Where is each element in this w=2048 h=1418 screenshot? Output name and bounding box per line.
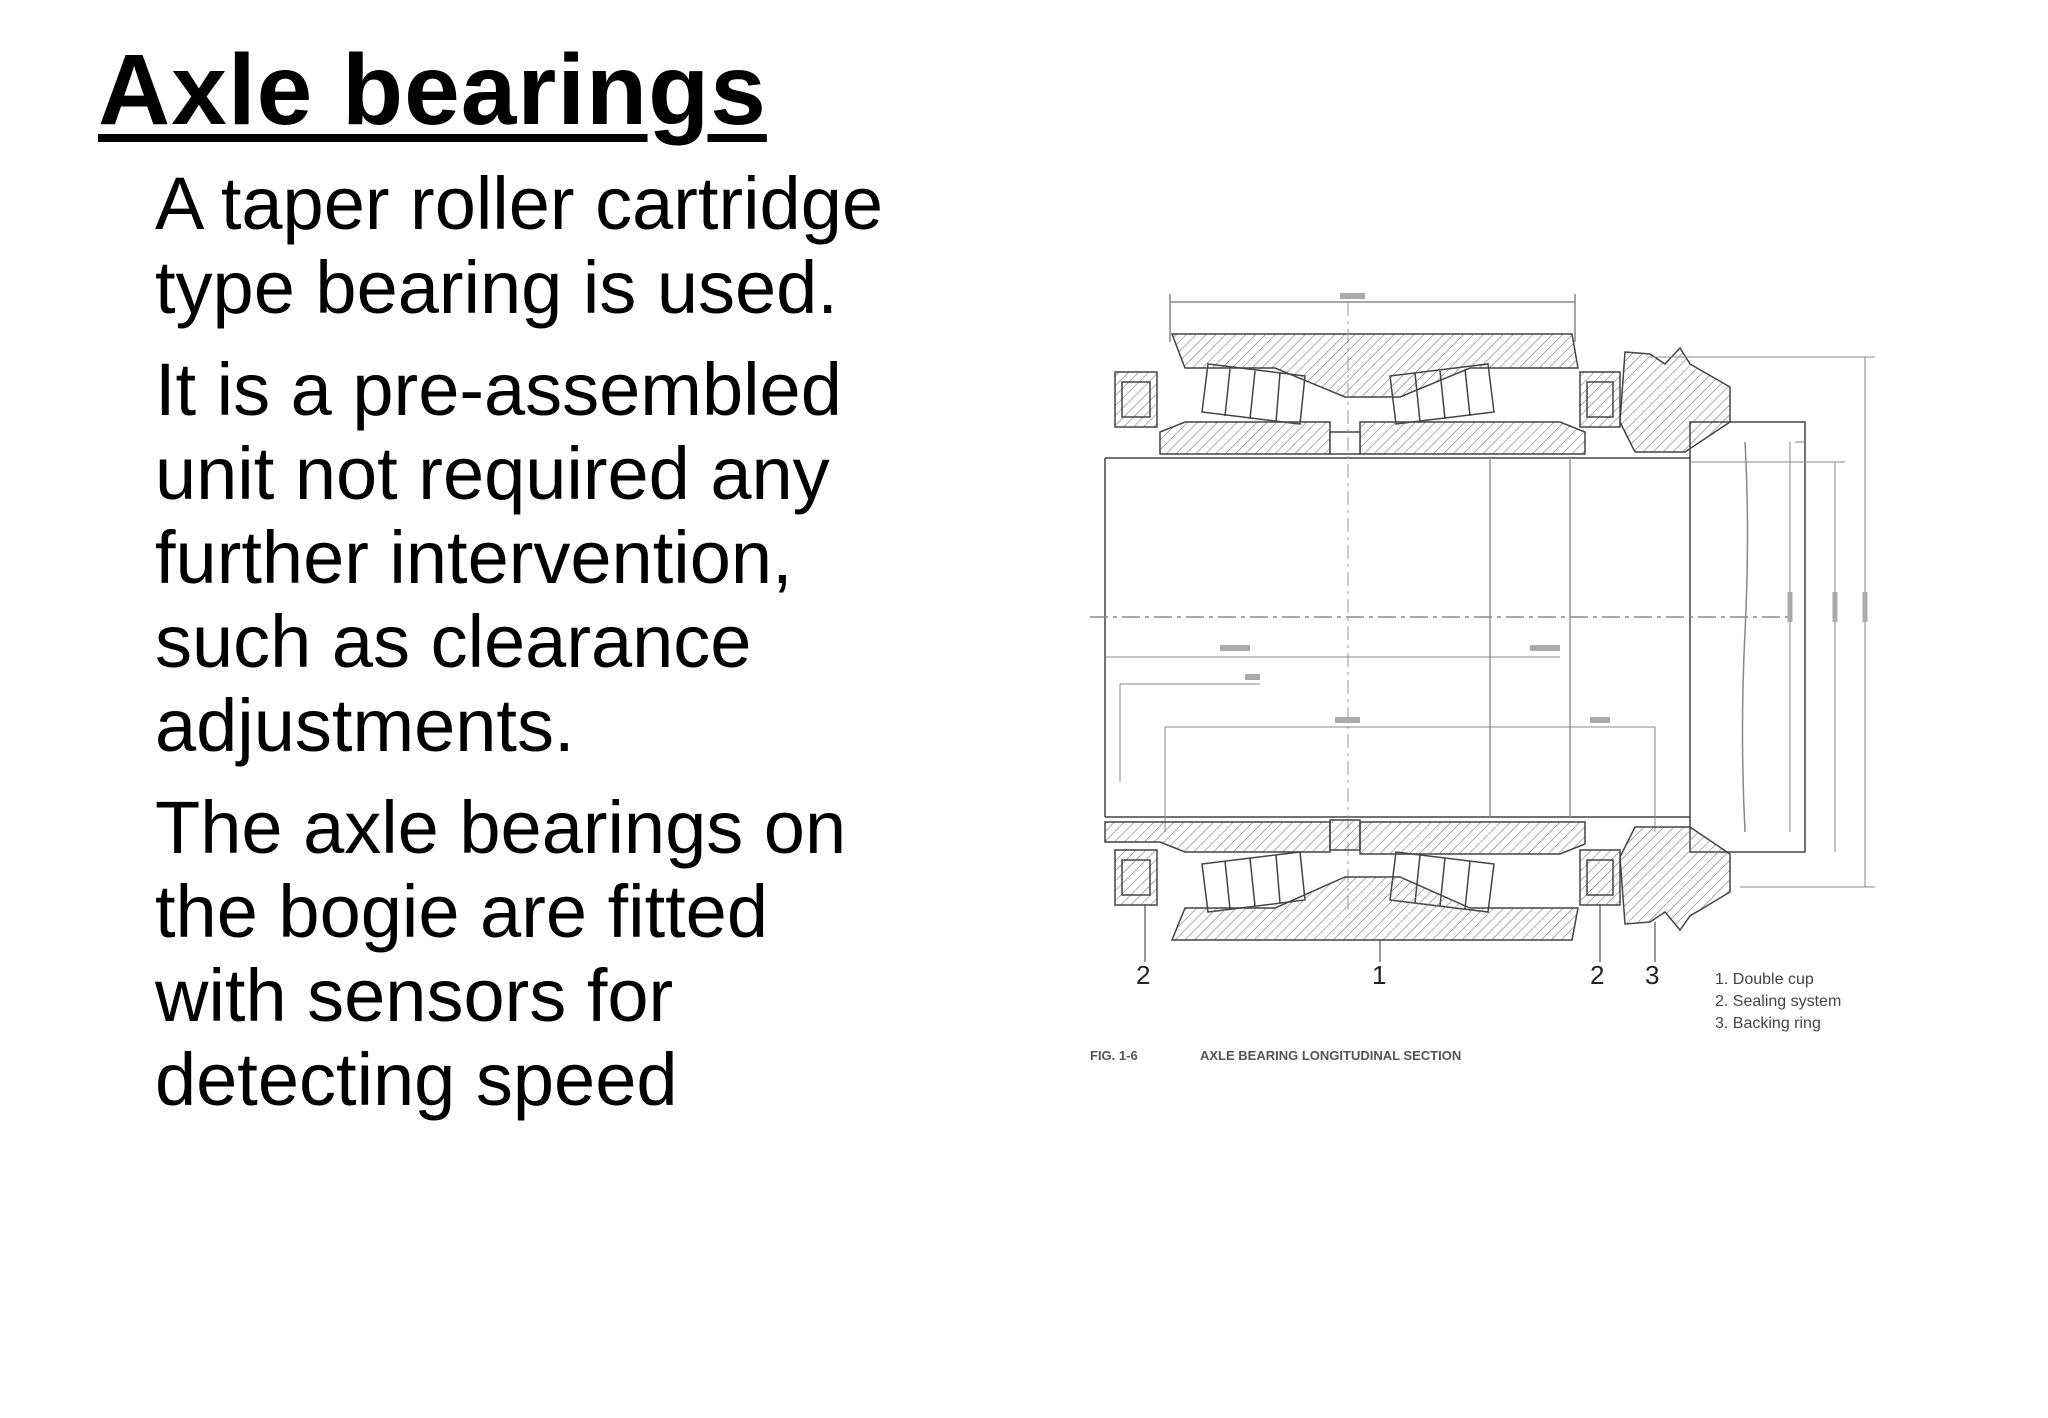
upper-spacer <box>1330 432 1360 454</box>
dimension-right-ticks <box>1790 592 1865 622</box>
upper-backing-ring <box>1620 348 1730 452</box>
callout-2-right: 2 <box>1590 960 1605 990</box>
text-line: further intervention, <box>155 516 793 599</box>
dimension-lines-internal <box>1105 657 1655 832</box>
callout-2-left: 2 <box>1136 960 1151 990</box>
text-line: adjustments. <box>155 684 575 767</box>
text-line: type bearing is used. <box>155 246 838 329</box>
text-line: It is a pre-assembled <box>155 348 842 431</box>
lower-backing-ring <box>1620 827 1730 930</box>
text-line: with sensors for <box>155 954 674 1037</box>
paragraph-bearing-type <box>155 162 1055 330</box>
legend-item-backing-ring: 3. Backing ring <box>1715 1015 1821 1032</box>
figure-legend <box>1715 971 1841 1032</box>
upper-outer-cup <box>1172 334 1578 397</box>
lower-outer-cup <box>1172 877 1578 940</box>
figure-caption-text: AXLE BEARING LONGITUDINAL SECTION <box>1200 1048 1462 1063</box>
text-line: unit not required any <box>155 432 830 515</box>
upper-inner-ring-left <box>1160 422 1330 454</box>
lower-spacer <box>1330 820 1360 850</box>
lower-inner-ring-left <box>1105 822 1330 852</box>
legend-item-sealing-system: 2. Sealing system <box>1715 993 1842 1010</box>
upper-inner-ring-right <box>1360 422 1585 454</box>
paragraph-sensors <box>155 786 1055 1122</box>
text-line: A taper roller cartridge <box>155 162 884 245</box>
callout-1: 1 <box>1372 960 1387 990</box>
figure-caption-number: FIG. 1-6 <box>1090 1048 1138 1063</box>
lower-inner-ring-right <box>1360 822 1585 854</box>
axle-journal <box>1105 422 1805 852</box>
legend-item-double-cup: 1. Double cup <box>1715 971 1814 988</box>
axle-bearing-section-figure <box>1090 272 1900 1072</box>
text-line: detecting speed <box>155 1038 678 1121</box>
text-line: such as clearance <box>155 600 752 683</box>
callout-3: 3 <box>1645 960 1660 990</box>
text-line: The axle bearings on <box>155 786 847 869</box>
slide-body <box>155 162 1055 1140</box>
bearing-drawing <box>1090 294 1875 962</box>
paragraph-pre-assembled <box>155 348 1055 768</box>
slide-title: Axle bearings <box>98 34 767 146</box>
text-line: the bogie are fitted <box>155 870 768 953</box>
